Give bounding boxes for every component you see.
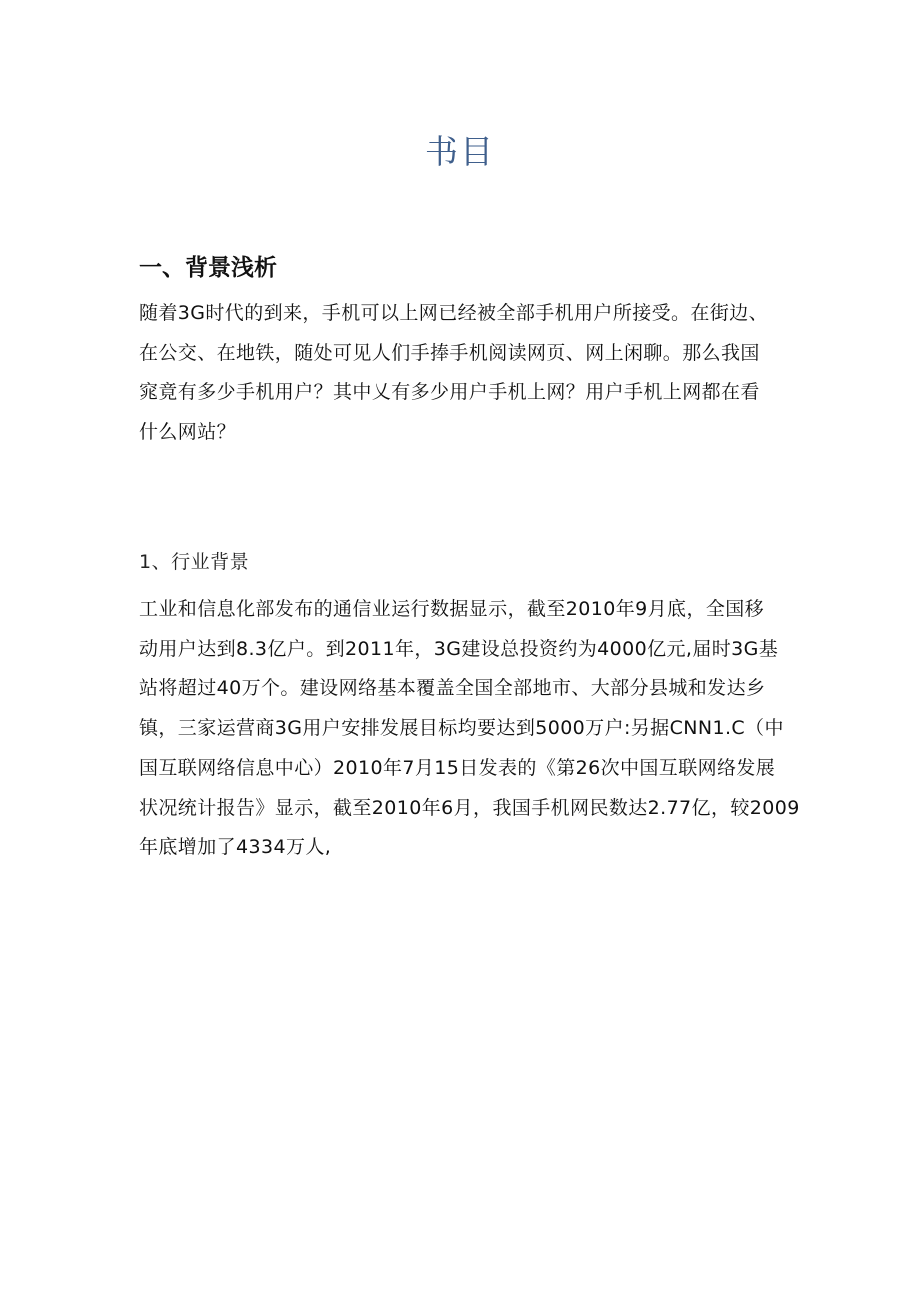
paragraph-line: 在公交、在地铁，随处可见人们手捧手机阅读网页、网上闲聊。那么我国 [139, 341, 760, 364]
paragraph-line: 随着3G时代的到来，手机可以上网已经被全部手机用户所接受。在街边、 [139, 302, 769, 324]
paragraph-line: 年底增加了4334万人, [139, 836, 332, 859]
paragraph-line: 镇，三家运营商3G用户安排发展目标均要达到5000万户:另据CNN1.C（中 [139, 717, 784, 740]
section-heading-background: 一、背景浅析 [139, 255, 277, 281]
paragraph-line: 工业和信息化部发布的通信业运行数据显示，截至2010年9月底，全国移 [139, 598, 765, 620]
paragraph-line: 窕竟有多少手机用户？其中乂有多少用户手机上网？用户手机上网都在看 [139, 381, 760, 404]
subsection-heading-industry: 1、行业背景 [139, 551, 250, 573]
paragraph-line: 站将超过40万个。建设网络基本覆盖全国全部地市、大部分县城和发达乡 [139, 677, 766, 700]
paragraph-line: 国互联网络信息中心）2010年7月15日发表的《第26次中国互联网络发展 [139, 756, 776, 779]
paragraph-line: 什么网站？ [139, 421, 237, 444]
section-paragraph-background [139, 294, 799, 453]
paragraph-line: 动用户达到8.3亿户。到2011年，3G建设总投资约为4000亿元,届时3G基 [139, 637, 779, 660]
page-title: 书目 [425, 132, 495, 171]
paragraph-line: 状况统计报告》显示，截至2010年6月，我国手机网民数达2.77亿，较2009 [139, 796, 800, 819]
subsection-paragraph-industry [139, 590, 799, 868]
